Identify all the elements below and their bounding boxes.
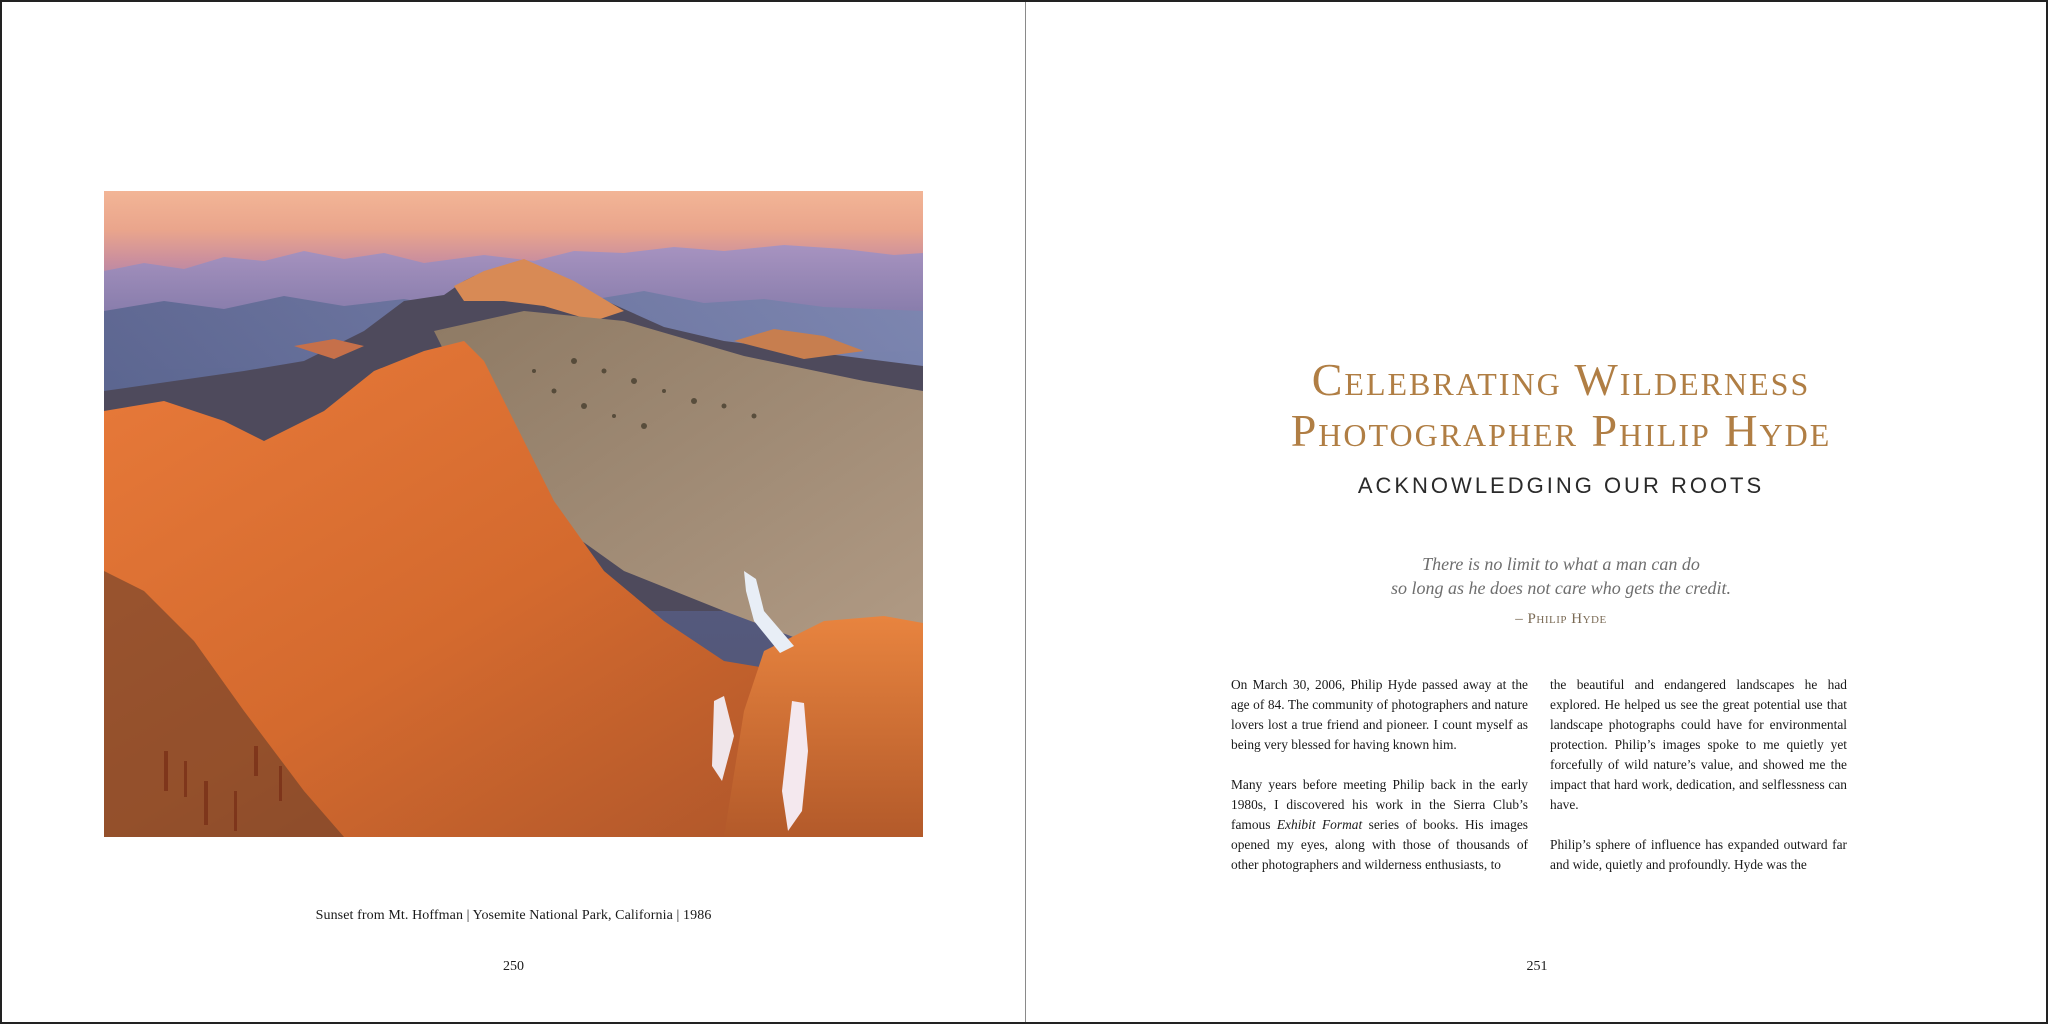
book-series-title: Exhibit Format — [1276, 817, 1363, 832]
paragraph: On March 30, 2006, Philip Hyde passed away at the age of 84. The community of photographers and nature lovers lost a true friend and pioneer. I count myself as being very blessed for having known him. — [1231, 677, 1528, 752]
body-column-2 — [1550, 675, 1847, 895]
paragraph-text: series of books. His images opened my eyes, along with those of thousands of other photographers and wilderness enthusiasts, to — [1231, 817, 1528, 872]
paragraph: the beautiful and endangered landscapes he had explored. He helped us see the great potential use that landscape photographs could have for environmental protection. Philip’s images spoke to me quietly yet forcefully of wild nature’s value, and showed me the impact that hard work, dedication, and selflessness can have. — [1550, 677, 1847, 812]
title-line-2: Photographer Philip Hyde — [1290, 405, 1832, 456]
mountain-sunset-image — [104, 191, 923, 837]
paragraph: Philip’s sphere of influence has expanded outward far and wide, quietly and profoundly. Hyde was the — [1550, 837, 1847, 872]
quote-line-1: There is no limit to what a man can do — [1422, 554, 1700, 574]
page-number-right: 251 — [1526, 959, 1548, 974]
paragraph-text: Many years before meeting Philip back in the early 1980s, I discovered his work in the Sierra Club’s famous — [1231, 777, 1528, 832]
quote-line-2: so long as he does not care who gets the credit. — [1390, 578, 1732, 598]
paragraph — [1231, 775, 1528, 875]
right-page — [1026, 2, 2048, 1022]
chapter-subtitle: ACKNOWLEDGING OUR ROOTS — [1357, 473, 1765, 498]
chapter-title — [1186, 354, 1936, 456]
photo-caption: Sunset from Mt. Hoffman | Yosemite National Park, California | 1986 — [315, 908, 712, 923]
quote-attribution: – Philip Hyde — [1515, 611, 1607, 627]
epigraph-quote — [1186, 552, 1936, 600]
landscape-photograph — [104, 191, 923, 837]
title-line-1: Celebrating Wilderness — [1311, 354, 1811, 405]
page-number-left: 250 — [503, 959, 524, 974]
body-column-1 — [1231, 675, 1528, 895]
left-page — [2, 2, 1025, 1022]
